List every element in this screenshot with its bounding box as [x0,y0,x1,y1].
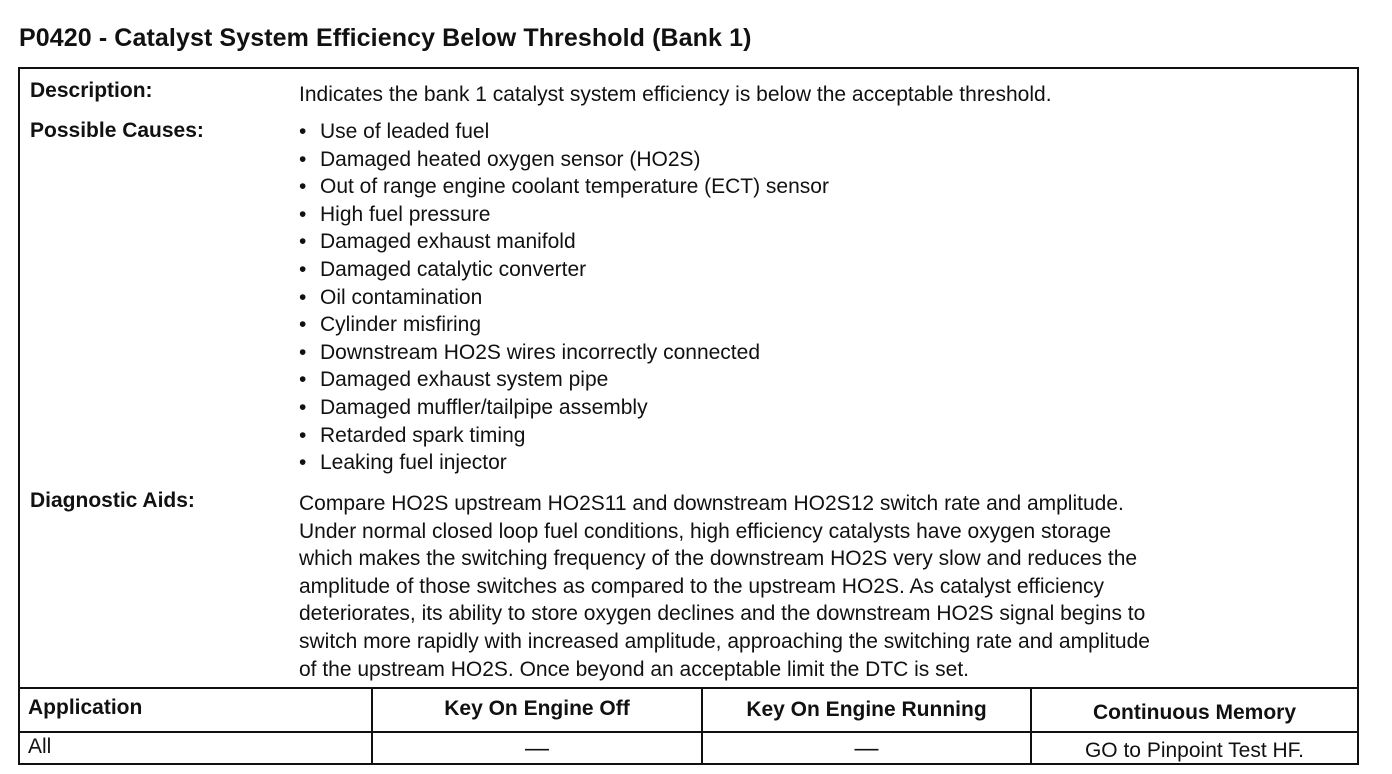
dtc-info-frame [18,67,1359,765]
diagnostic-aids-line: amplitude of those switches as compared to the upstream HO2S. As catalyst efficiency [299,574,1105,598]
bullet-icon: • [299,368,307,392]
diagnostic-aids-label: Diagnostic Aids: [30,489,195,512]
bullet-icon: • [299,175,307,199]
bullet-icon: • [299,340,307,364]
table-header-application: Application [28,696,143,719]
bullet-icon: • [299,120,307,143]
table-cell-koer: — [854,735,879,762]
cause-item: • Cylinder misfiring [299,311,829,339]
cause-item: • Oil contamination [299,284,829,312]
table-header-koer: Key On Engine Running [746,698,987,721]
diagnostic-aids-text [299,490,1150,683]
page-title: P0420 - Catalyst System Efficiency Below Threshold (Bank 1) [19,24,752,52]
bullet-icon: • [299,423,307,447]
cause-item: • Downstream HO2S wires incorrectly connected [299,339,829,367]
description-text: Indicates the bank 1 catalyst system efficiency is below the acceptable threshold. [299,83,1052,106]
table-cell-application: All [28,735,52,758]
bullet-icon: • [299,202,307,226]
possible-causes-label: Possible Causes: [30,119,204,142]
bullet-icon: • [299,257,307,281]
diagnostic-aids-line: switch more rapidly with increased amplitude, approaching the switching rate and amplitude [299,629,1150,653]
bullet-icon: • [299,451,307,475]
table-row-divider [20,731,1357,733]
cause-item: • Out of range engine coolant temperature (ECT) sensor [299,173,829,201]
description-label: Description: [30,79,153,102]
cause-item: • Damaged exhaust system pipe [299,366,829,394]
bullet-icon: • [299,313,307,337]
cause-item: • Damaged heated oxygen sensor (HO2S) [299,146,829,174]
bullet-icon: • [299,147,307,171]
cause-item: • Use of leaded fuel [299,118,829,146]
diagnostic-aids-line: which makes the switching frequency of the downstream HO2S very slow and reduces the [299,547,1138,571]
cause-item: • Retarded spark timing [299,422,829,450]
cause-item: • Damaged muffler/tailpipe assembly [299,394,829,422]
diagnostic-aids-line: Compare HO2S upstream HO2S11 and downstream HO2S12 switch rate and amplitude. [299,492,1124,515]
bullet-icon: • [299,230,307,254]
bullet-icon: • [299,395,307,419]
table-header-koeo: Key On Engine Off [444,697,630,720]
possible-causes-list [299,118,829,477]
cause-item: • Leaking fuel injector [299,449,829,477]
table-cell-koeo: — [525,735,549,762]
application-table [20,687,1357,765]
table-cell-continuous-memory: GO to Pinpoint Test HF. [1084,739,1305,762]
cause-item: • High fuel pressure [299,201,829,229]
cause-item: • Damaged exhaust manifold [299,228,829,256]
cause-item: • Damaged catalytic converter [299,256,829,284]
possible-causes-list-container [299,118,829,477]
diagnostic-aids-line: deteriorates, its ability to store oxygen declines and the downstream HO2S signal begins to [299,602,1146,626]
diagnostic-aids-line: Under normal closed loop fuel conditions, high efficiency catalysts have oxygen storage [299,519,1112,543]
bullet-icon: • [299,285,307,309]
diagnostic-aids-line: of the upstream HO2S. Once beyond an acceptable limit the DTC is set. [299,657,969,681]
table-header-continuous-memory: Continuous Memory [1093,701,1296,724]
